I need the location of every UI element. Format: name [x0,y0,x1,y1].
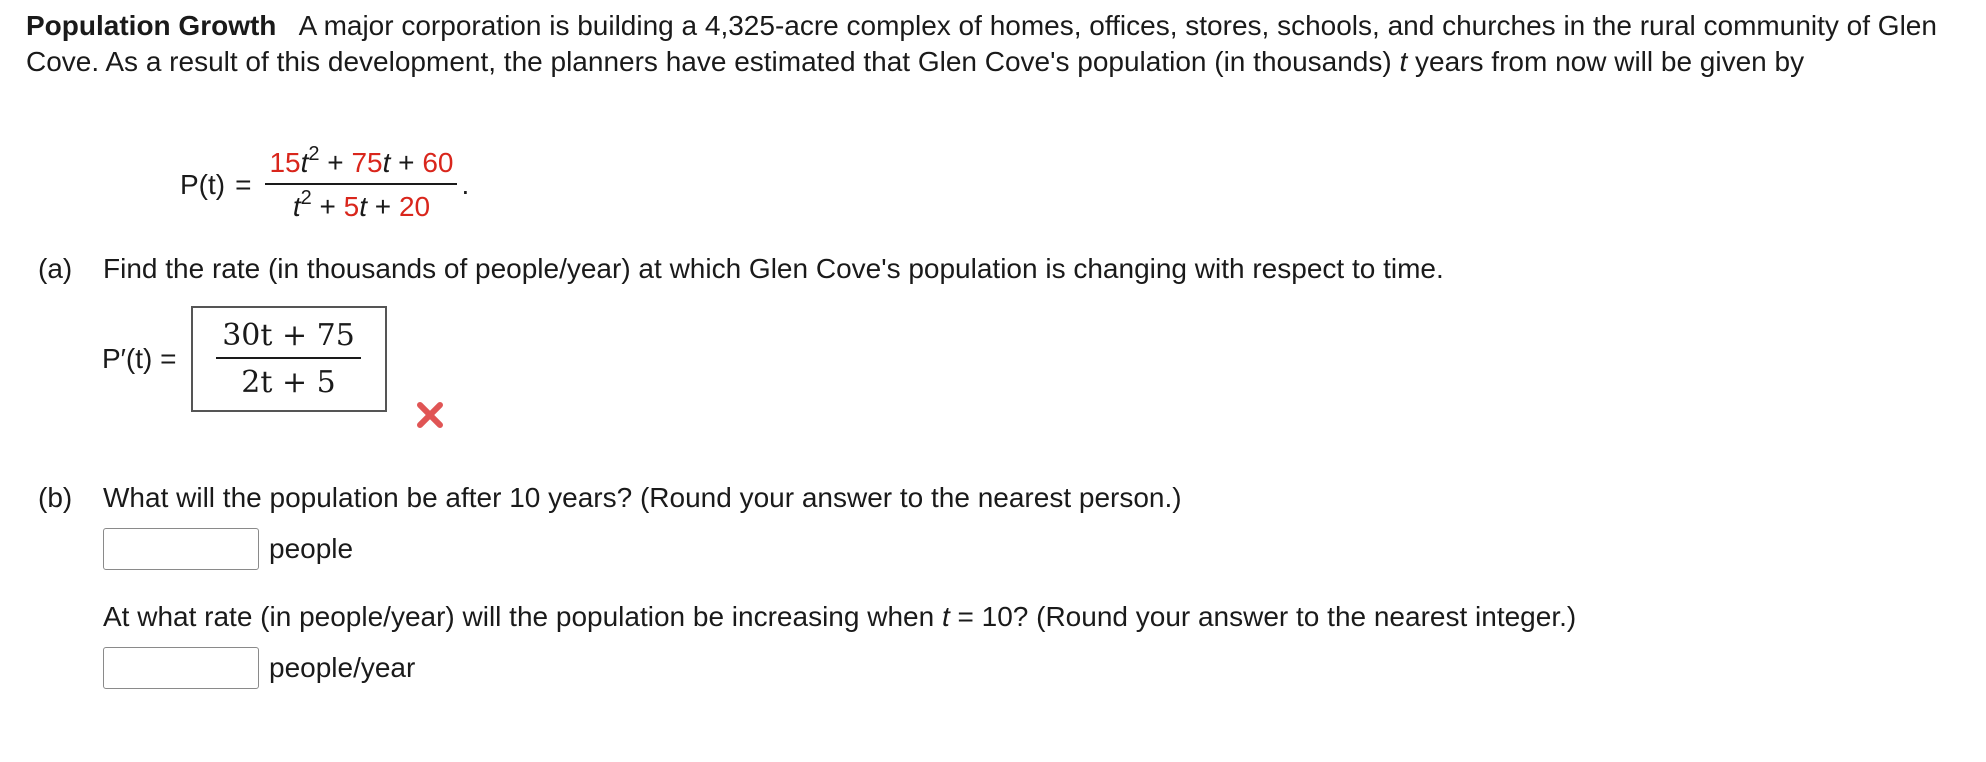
num-var-t2: t [382,147,391,178]
rate-unit: people/year [269,652,416,683]
population-input[interactable] [103,528,259,570]
answer-lhs-text: P′(t) [102,343,153,374]
problem-title: Population Growth [26,10,277,41]
q2-text-pre: At what rate (in people/year) will the population be increasing when [103,601,935,632]
den-exponent: 2 [300,187,312,209]
den-var-t2: t [359,191,368,222]
part-b-question: What will the population be after 10 years? (Round your answer to the nearest person.) [103,482,1182,513]
population-formula [180,140,469,230]
rate-input[interactable] [103,647,259,689]
formula-lhs: P(t) [180,169,226,200]
formula-fraction [265,143,457,223]
num-exponent: 2 [308,143,320,165]
part-b-question-2 [103,601,1576,633]
intro-text-b: years from now will be given by [1415,46,1805,77]
den-plus-1: + [311,191,344,222]
coef-15: 15 [269,147,301,178]
population-unit: people [269,533,354,564]
rate-input-row [103,647,415,689]
coef-60: 60 [422,147,454,178]
formula-numerator [265,143,457,185]
coef-20: 20 [398,191,431,222]
answer-lhs [102,343,177,375]
formula-denominator [289,185,434,223]
answer-denominator: 2t + 5 [241,365,336,400]
num-plus-2: + [390,147,423,178]
part-a-answer-row [102,306,387,412]
answer-box[interactable] [191,306,387,412]
num-plus-1: + [319,147,352,178]
num-var-t: t [300,147,309,178]
problem-intro [26,8,1981,80]
answer-equals: = [160,343,177,374]
coef-75: 75 [351,147,383,178]
coef-5: 5 [343,191,360,222]
formula-period: . [461,169,470,200]
den-plus-2: + [367,191,399,222]
q2-var-t: t [941,601,950,632]
formula-equals: = [235,169,252,200]
intro-var-t: t [1399,46,1408,77]
part-a-label: (a) [38,253,73,284]
close-icon [415,400,445,430]
part-a-question: Find the rate (in thousands of people/year) at which Glen Cove's population is changing with respect to time. [103,253,1444,284]
intro-text-a: A major corporation is building a 4,325-acre complex of homes, offices, stores, schools, and churches in the rural community of Glen Cove. As a result of this development, the planners have estimated that Glen Cove's population (in thousands) [26,10,1937,77]
den-var-t: t [292,191,301,222]
q2-text-post: = 10? (Round your answer to the nearest integer.) [957,601,1577,632]
answer-fraction [216,318,361,400]
population-input-row [103,528,353,570]
answer-numerator: 30t + 75 [216,318,361,359]
part-b-label: (b) [38,482,73,513]
